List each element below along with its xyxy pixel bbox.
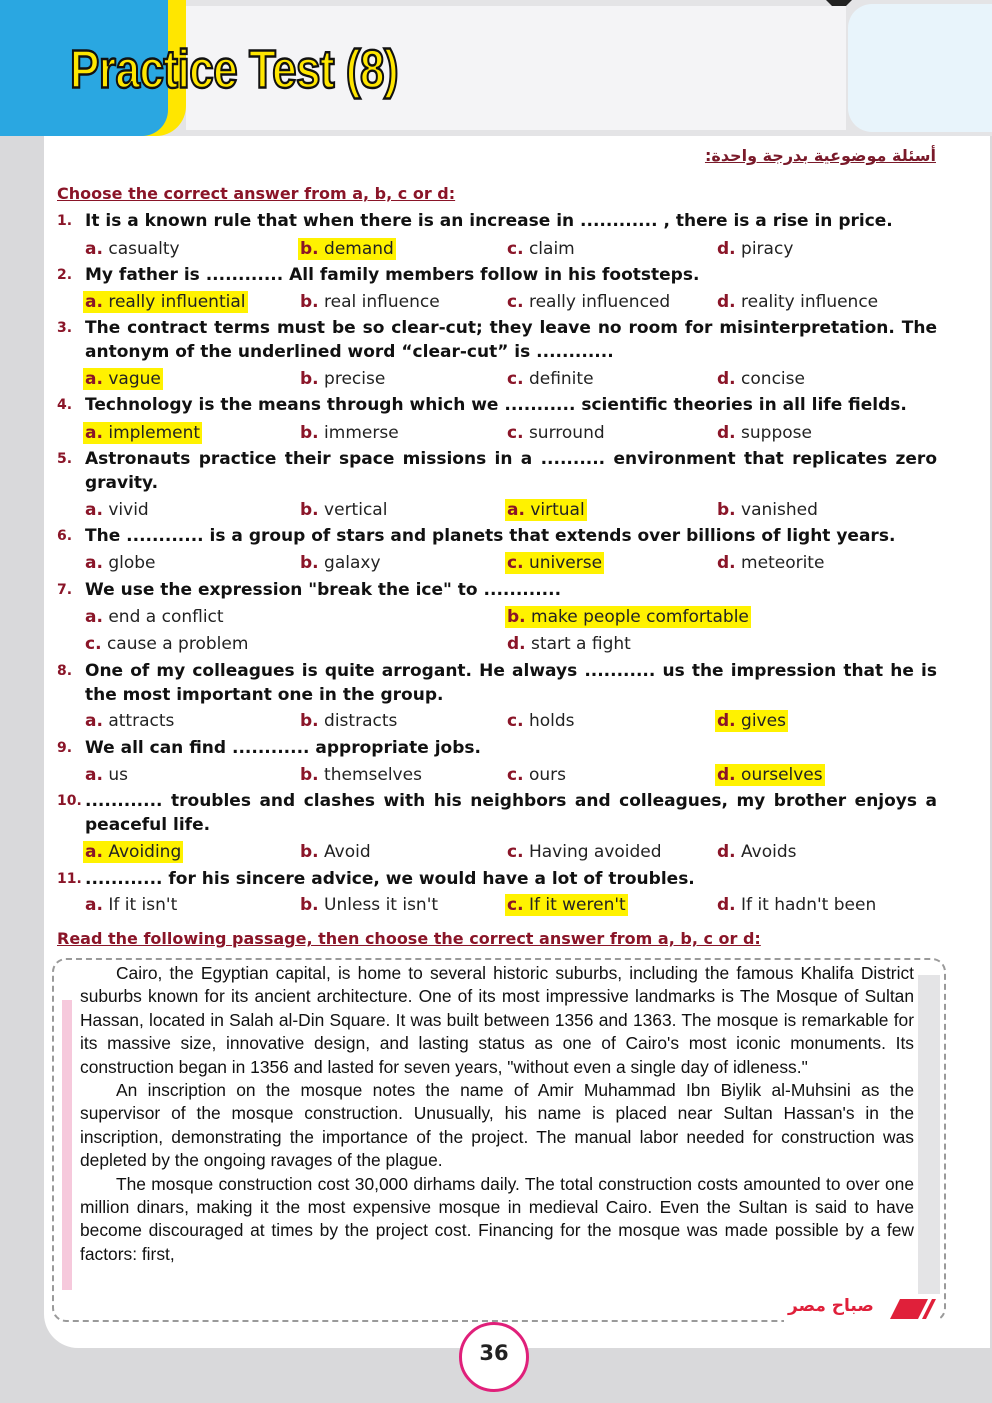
option-10a[interactable] xyxy=(83,841,183,863)
section-instruction-reading: Read the following passage, then choose the correct answer from a, b, c or d: xyxy=(57,929,761,948)
option-text: ours xyxy=(528,765,566,785)
option-letter: c. xyxy=(507,423,524,443)
option-10d[interactable] xyxy=(717,841,797,863)
option-2d[interactable] xyxy=(717,291,878,313)
option-text: vague xyxy=(108,369,161,389)
option-text: piracy xyxy=(741,239,794,259)
question-number: 7. xyxy=(57,582,73,598)
option-letter: c. xyxy=(507,842,524,862)
option-letter: d. xyxy=(717,842,736,862)
option-letter: a. xyxy=(85,711,103,731)
option-3c[interactable] xyxy=(507,368,594,390)
option-letter: b. xyxy=(300,895,319,915)
question-7 xyxy=(57,578,937,602)
option-7a[interactable] xyxy=(85,606,224,628)
option-text: definite xyxy=(528,369,594,389)
option-letter: c. xyxy=(507,895,524,915)
option-letter: a. xyxy=(85,607,103,627)
question-text: Astronauts practice their space missions in a .......... environment that replicates zero gravity. xyxy=(85,449,937,493)
option-letter: b. xyxy=(300,553,319,573)
option-3a[interactable] xyxy=(83,368,163,390)
option-text: real influence xyxy=(324,292,440,312)
option-text: reality influence xyxy=(741,292,879,312)
option-letter: b. xyxy=(300,842,319,862)
option-letter: b. xyxy=(717,500,736,520)
option-3d[interactable] xyxy=(717,368,805,390)
passage-paragraph-2: An inscription on the mosque notes the name of Amir Muhammad Ibn Biylik al-Muhsini as the supervisor of the mosque construction. Unusually, his name is placed near Sultan Hassan's in the inscription, demonstrating the importance of the project. The manual labor needed for construction was depleted by the ongoing ravages of the plague. xyxy=(80,1080,914,1171)
question-text: The contract terms must be so clear-cut; they leave no room for misinterpretation. The antonym of the underlined word “clear-cut” is ............ xyxy=(85,318,937,362)
option-8c[interactable] xyxy=(507,710,575,732)
option-3b[interactable] xyxy=(300,368,385,390)
option-5d[interactable] xyxy=(717,499,818,521)
question-text: One of my colleagues is quite arrogant. He always ........... us the impression that he is the most important one in the group. xyxy=(85,661,937,705)
option-10b[interactable] xyxy=(300,841,371,863)
option-1b[interactable] xyxy=(298,238,396,260)
option-letter: a. xyxy=(85,423,103,443)
section-instruction-mcq: Choose the correct answer from a, b, c or d: xyxy=(57,184,456,203)
option-text: Avoid xyxy=(324,842,371,862)
option-text: Avoiding xyxy=(108,842,182,862)
page-number-badge xyxy=(459,1322,529,1392)
logo-text: صباح مصر xyxy=(788,1296,874,1316)
option-5c[interactable] xyxy=(505,499,587,521)
reading-passage xyxy=(80,962,914,1266)
option-letter: a. xyxy=(85,500,103,520)
option-letter: d. xyxy=(717,239,736,259)
option-text: galaxy xyxy=(324,553,381,573)
question-text: We all can find ............ appropriate jobs. xyxy=(85,738,481,758)
question-text: ............ troubles and clashes with his neighbors and colleagues, my brother enjoys a peaceful life. xyxy=(85,791,937,835)
option-text: really influenced xyxy=(528,292,671,312)
option-letter: c. xyxy=(507,292,524,312)
option-letter: a. xyxy=(85,765,103,785)
question-3 xyxy=(57,316,937,364)
option-text: concise xyxy=(741,369,805,389)
option-9b[interactable] xyxy=(300,764,422,786)
option-letter: d. xyxy=(717,369,736,389)
option-2b[interactable] xyxy=(300,291,440,313)
question-1 xyxy=(57,209,937,233)
arabic-section-heading: أسئلة موضوعية بدرجة واحدة: xyxy=(704,146,936,165)
question-number: 1. xyxy=(57,213,73,229)
option-letter: a. xyxy=(507,500,525,520)
option-text: meteorite xyxy=(741,553,825,573)
option-1d[interactable] xyxy=(717,238,793,260)
question-number: 9. xyxy=(57,740,73,756)
option-letter: a. xyxy=(85,239,103,259)
question-number: 2. xyxy=(57,267,73,283)
option-text: If it hadn't been xyxy=(741,895,877,915)
option-letter: b. xyxy=(300,369,319,389)
question-text: ............ for his sincere advice, we would have a lot of troubles. xyxy=(85,869,695,889)
option-letter: b. xyxy=(300,239,319,259)
option-letter: d. xyxy=(717,553,736,573)
question-11 xyxy=(57,867,937,891)
option-11c[interactable] xyxy=(505,894,628,916)
passage-side-stripe xyxy=(918,975,940,1305)
option-4a[interactable] xyxy=(83,422,202,444)
option-text: If it isn't xyxy=(108,895,178,915)
option-6b[interactable] xyxy=(300,552,381,574)
option-letter: c. xyxy=(507,239,524,259)
logo-slash-icon xyxy=(888,1298,938,1320)
question-4 xyxy=(57,393,937,417)
option-text: us xyxy=(108,765,128,785)
option-text: vertical xyxy=(324,500,388,520)
option-text: themselves xyxy=(324,765,422,785)
option-text: ourselves xyxy=(741,765,823,785)
passage-paragraph-1: Cairo, the Egyptian capital, is home to several historic suburbs, including the famous Khalifa District suburbs known for its ancient architecture. One of its most impressive landmarks is The Mosque of Sultan Hassan, located in Salah al-Din Square. It was built between 1356 and 1363. The mosque is remarkable for its massive size, innovative design, and lasting status as one of Cairo's most iconic monuments. Its construction began in 1356 and lasted for seven years, "without even a single day of idleness." xyxy=(80,963,914,1077)
option-text: suppose xyxy=(741,423,812,443)
option-letter: b. xyxy=(300,711,319,731)
option-text: casualty xyxy=(108,239,180,259)
option-letter: d. xyxy=(717,765,736,785)
passage-paragraph-3: The mosque construction cost 30,000 dirhams daily. The total construction costs amounted to over one million dinars, making it the most expensive mosque in medieval Cairo. Even the Sultan is said to have become discouraged at times by the project cost. Financing for the mosque was made possible by a few factors: first, xyxy=(80,1173,914,1264)
option-text: Having avoided xyxy=(528,842,662,862)
question-text: The ............ is a group of stars and planets that extends over billions of light years. xyxy=(85,526,896,546)
question-text: We use the expression "break the ice" to ............ xyxy=(85,580,562,600)
question-6 xyxy=(57,524,937,548)
option-letter: a. xyxy=(85,369,103,389)
option-4b[interactable] xyxy=(300,422,399,444)
option-letter: c. xyxy=(85,634,102,654)
option-9d[interactable] xyxy=(715,764,825,786)
watermark-logo xyxy=(784,1294,940,1324)
option-7c[interactable] xyxy=(85,633,248,655)
option-text: immerse xyxy=(324,423,399,443)
question-5 xyxy=(57,447,937,495)
passage-accent-stripe xyxy=(62,1000,72,1290)
option-8a[interactable] xyxy=(85,710,174,732)
question-number: 10. xyxy=(57,793,82,809)
option-letter: d. xyxy=(717,711,736,731)
option-text: cause a problem xyxy=(106,634,249,654)
option-letter: b. xyxy=(300,500,319,520)
option-8b[interactable] xyxy=(300,710,397,732)
option-letter: c. xyxy=(507,711,524,731)
corner-decoration xyxy=(826,0,852,6)
option-letter: c. xyxy=(507,369,524,389)
option-2a[interactable] xyxy=(83,291,248,313)
question-number: 3. xyxy=(57,320,73,336)
banner-right-panel xyxy=(848,4,992,132)
page-number: 36 xyxy=(479,1341,509,1365)
option-text: make people comfortable xyxy=(531,607,749,627)
option-letter: c. xyxy=(507,553,524,573)
option-11d[interactable] xyxy=(717,894,876,916)
question-10 xyxy=(57,789,937,837)
option-letter: d. xyxy=(717,895,736,915)
option-text: holds xyxy=(528,711,575,731)
option-6d[interactable] xyxy=(717,552,824,574)
option-letter: a. xyxy=(85,292,103,312)
option-1c[interactable] xyxy=(507,238,575,260)
option-5b[interactable] xyxy=(300,499,387,521)
option-9a[interactable] xyxy=(85,764,128,786)
option-letter: d. xyxy=(507,634,526,654)
option-text: Avoids xyxy=(741,842,797,862)
option-7d[interactable] xyxy=(507,633,631,655)
option-text: demand xyxy=(324,239,394,259)
option-text: attracts xyxy=(108,711,175,731)
option-letter: a. xyxy=(85,842,103,862)
option-letter: a. xyxy=(85,553,103,573)
option-11a[interactable] xyxy=(85,894,177,916)
option-1a[interactable] xyxy=(85,238,180,260)
page-title: Practice Test (8) xyxy=(70,40,399,100)
question-9 xyxy=(57,736,937,760)
option-letter: d. xyxy=(717,423,736,443)
option-text: If it weren't xyxy=(528,895,626,915)
option-letter: c. xyxy=(507,765,524,785)
option-6c[interactable] xyxy=(505,552,604,574)
option-letter: a. xyxy=(85,895,103,915)
option-8d[interactable] xyxy=(715,710,788,732)
question-number: 4. xyxy=(57,397,73,413)
option-text: end a conflict xyxy=(108,607,224,627)
option-letter: b. xyxy=(507,607,526,627)
option-letter: d. xyxy=(717,292,736,312)
option-text: distracts xyxy=(324,711,398,731)
option-text: virtual xyxy=(530,500,585,520)
option-text: vanished xyxy=(741,500,818,520)
question-text: Technology is the means through which we ........... scientific theories in all life fields. xyxy=(85,395,907,415)
option-9c[interactable] xyxy=(507,764,566,786)
option-letter: b. xyxy=(300,423,319,443)
option-text: universe xyxy=(528,553,603,573)
question-text: It is a known rule that when there is an increase in ............ , there is a rise in price. xyxy=(85,211,893,231)
question-number: 5. xyxy=(57,451,73,467)
option-2c[interactable] xyxy=(507,291,670,313)
option-text: globe xyxy=(108,553,156,573)
option-7b[interactable] xyxy=(505,606,751,628)
option-text: surround xyxy=(528,423,605,443)
question-number: 8. xyxy=(57,663,73,679)
option-11b[interactable] xyxy=(300,894,438,916)
option-text: claim xyxy=(528,239,575,259)
option-6a[interactable] xyxy=(85,552,156,574)
question-2 xyxy=(57,263,937,287)
question-8 xyxy=(57,659,937,707)
option-4c[interactable] xyxy=(507,422,605,444)
option-text: precise xyxy=(324,369,386,389)
option-text: really influential xyxy=(108,292,246,312)
option-text: Unless it isn't xyxy=(324,895,439,915)
option-text: vivid xyxy=(108,500,149,520)
option-letter: b. xyxy=(300,292,319,312)
option-5a[interactable] xyxy=(85,499,149,521)
option-text: start a fight xyxy=(531,634,631,654)
option-4d[interactable] xyxy=(717,422,812,444)
option-text: implement xyxy=(108,423,201,443)
option-10c[interactable] xyxy=(507,841,662,863)
question-number: 11. xyxy=(57,871,82,887)
option-text: gives xyxy=(741,711,786,731)
option-letter: b. xyxy=(300,765,319,785)
question-number: 6. xyxy=(57,528,73,544)
question-text: My father is ............ All family members follow in his footsteps. xyxy=(85,265,700,285)
